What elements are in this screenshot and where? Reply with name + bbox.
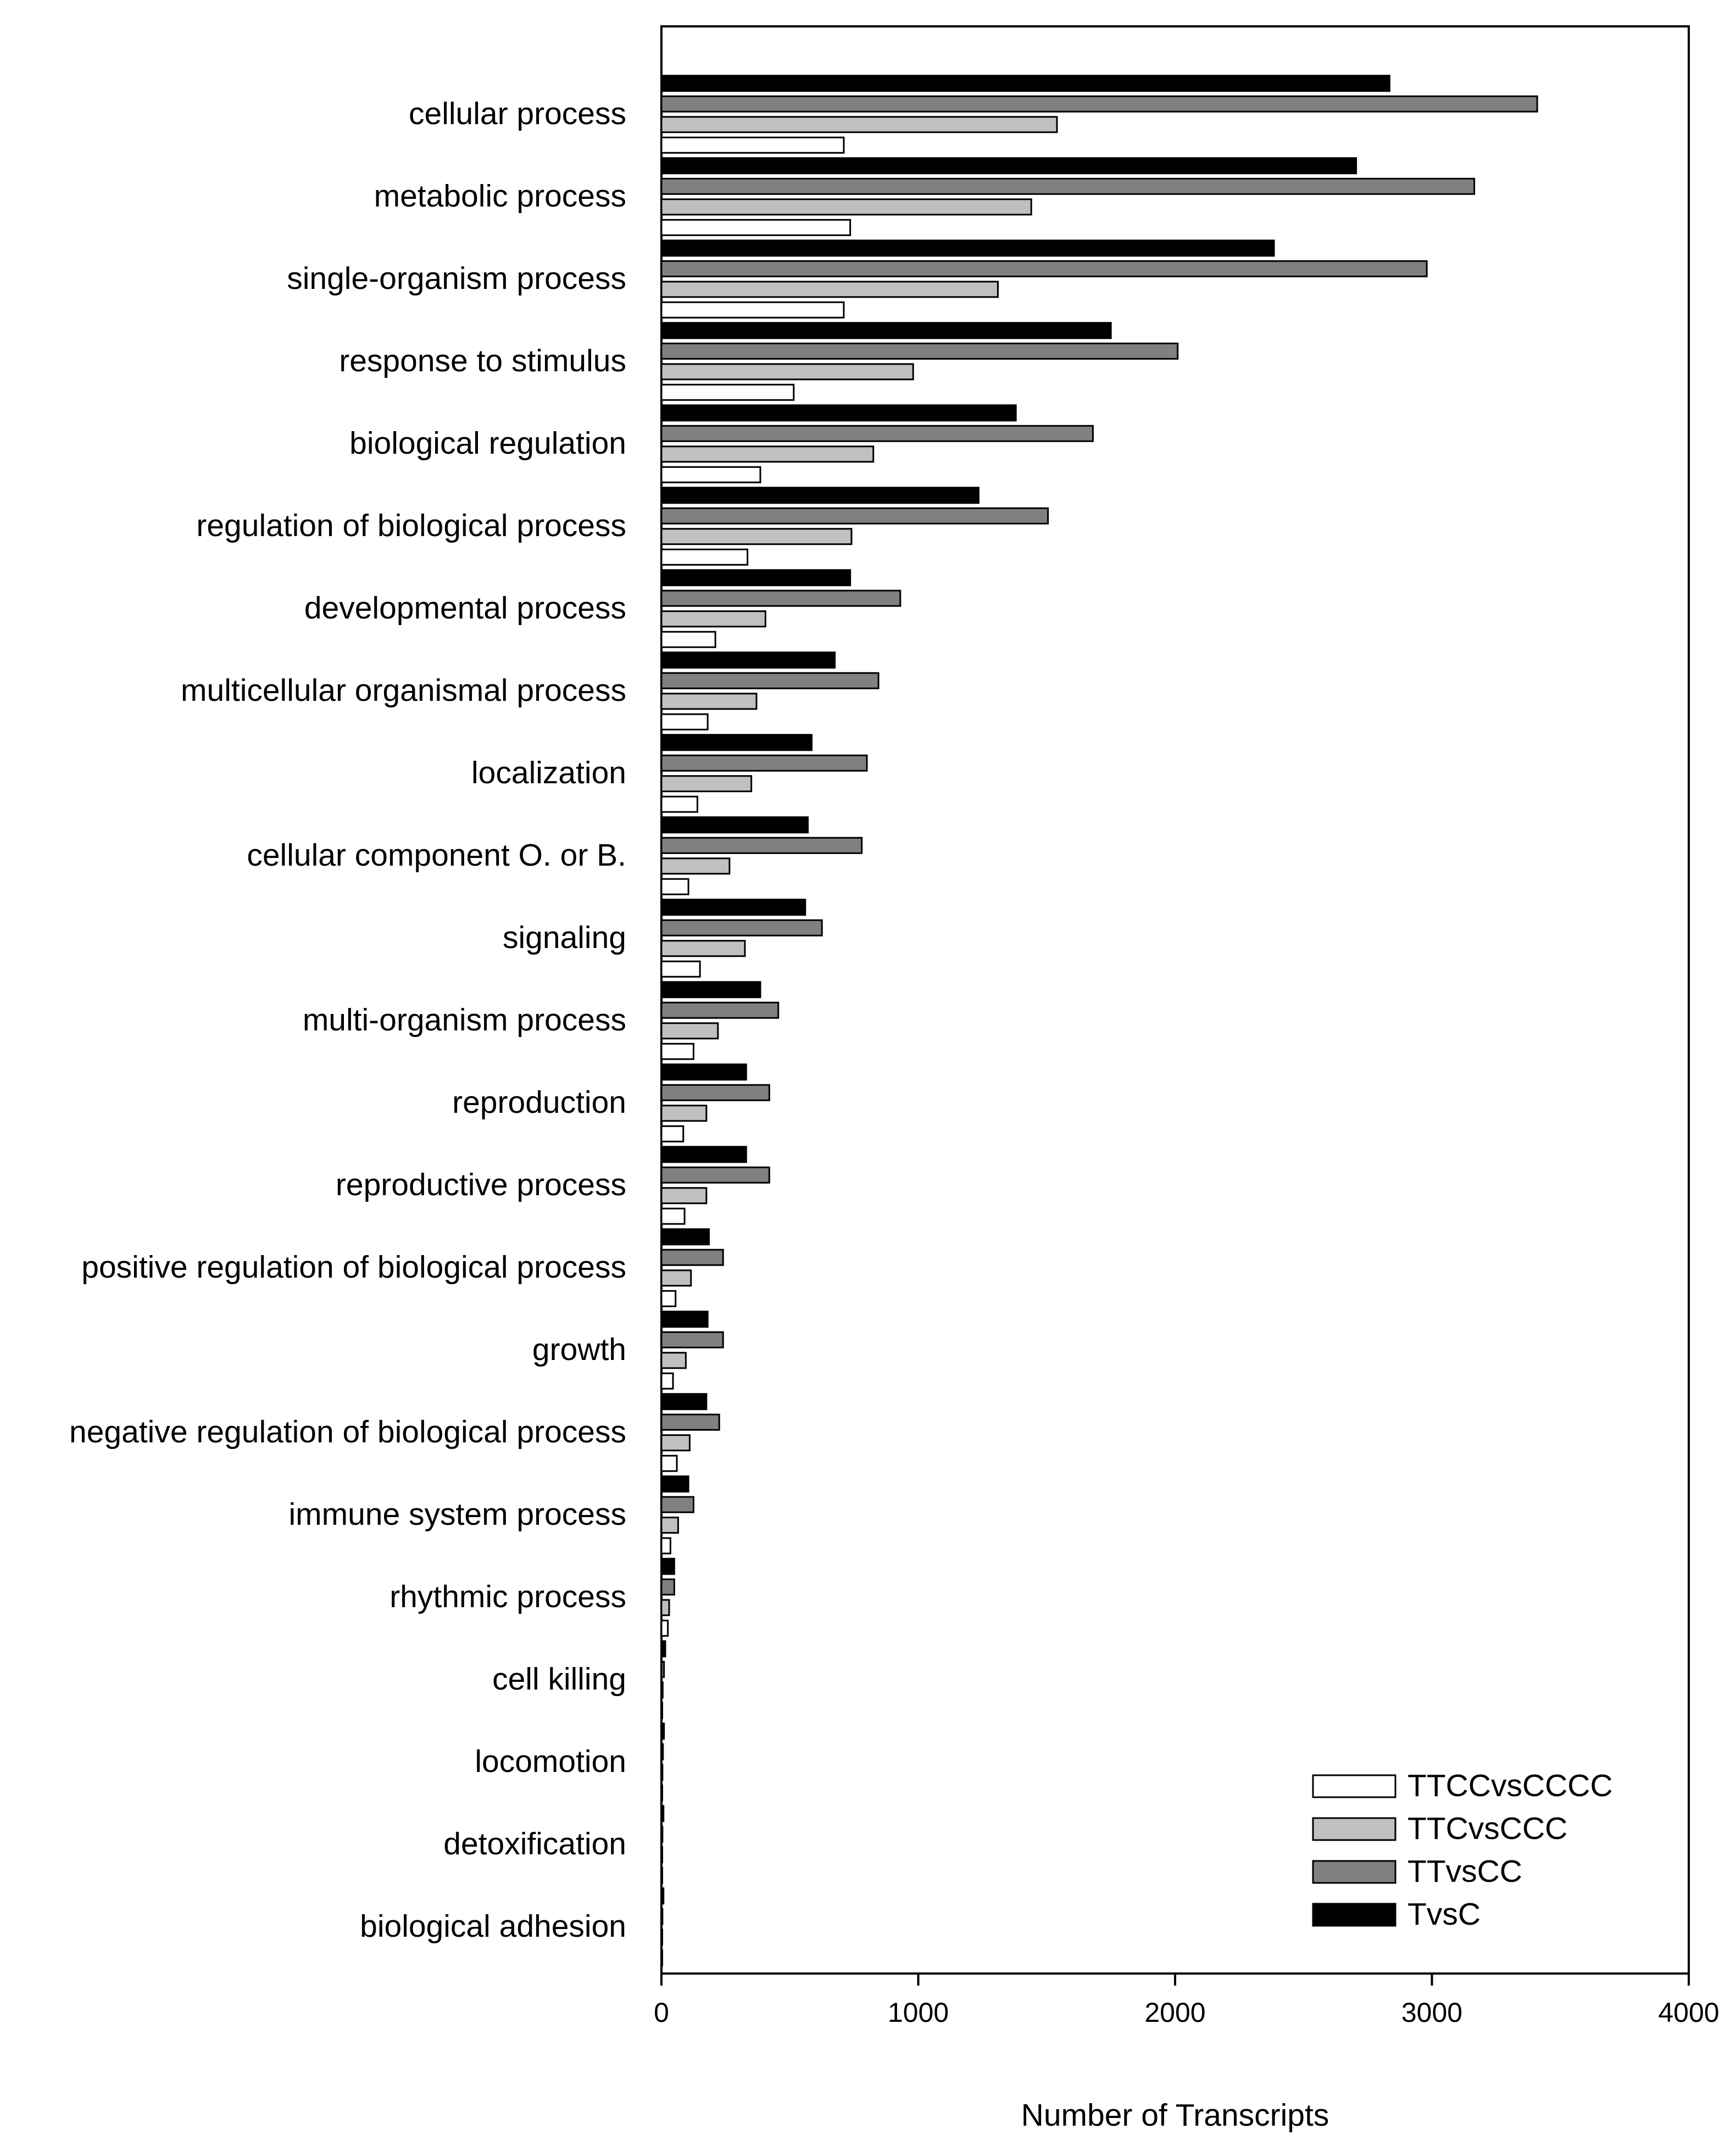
category-labels bbox=[69, 96, 626, 1944]
bar-ttccvscccc-cellular-component-o-or-b bbox=[661, 879, 688, 894]
bar-tvsc-reproduction bbox=[661, 1064, 746, 1080]
legend-swatch-ttcvsccc bbox=[1313, 1818, 1395, 1840]
bar-ttccvscccc-localization bbox=[661, 796, 697, 812]
x-tick-label-0: 0 bbox=[654, 1997, 669, 2028]
bar-ttccvscccc-growth bbox=[661, 1373, 673, 1389]
bar-tvsc-localization bbox=[661, 735, 811, 750]
bar-ttvscc-localization bbox=[661, 755, 867, 771]
bar-ttcvsccc-cellular-component-o-or-b bbox=[661, 859, 730, 874]
bar-ttcvsccc-biological-adhesion bbox=[661, 1930, 663, 1945]
bar-ttccvscccc-locomotion bbox=[661, 1785, 663, 1801]
bar-tvsc-multicellular-organismal-process bbox=[661, 653, 835, 668]
bar-tvsc-detoxification bbox=[661, 1806, 664, 1821]
bar-ttccvscccc-positive-regulation-of-biological-process bbox=[661, 1291, 676, 1306]
bar-ttvscc-signaling bbox=[661, 920, 822, 935]
bar-tvsc-biological-adhesion bbox=[661, 1888, 664, 1904]
x-tick-label-1: 1000 bbox=[887, 1997, 949, 2028]
bar-tvsc-immune-system-process bbox=[661, 1476, 688, 1492]
bar-ttvscc-metabolic-process bbox=[661, 179, 1475, 194]
category-label-detoxification: detoxification bbox=[443, 1826, 626, 1861]
bar-ttccvscccc-reproduction bbox=[661, 1126, 683, 1141]
bar-ttvscc-multi-organism-process bbox=[661, 1002, 778, 1018]
x-tick-label-2: 2000 bbox=[1144, 1997, 1206, 2028]
bar-ttccvscccc-biological-adhesion bbox=[661, 1950, 663, 1965]
bar-tvsc-positive-regulation-of-biological-process bbox=[661, 1229, 709, 1245]
category-label-cell-killing: cell killing bbox=[492, 1662, 626, 1697]
bar-tvsc-signaling bbox=[661, 900, 805, 915]
category-label-regulation-of-biological-process: regulation of biological process bbox=[196, 508, 626, 543]
bar-tvsc-locomotion bbox=[661, 1724, 664, 1739]
category-label-multi-organism-process: multi-organism process bbox=[302, 1002, 626, 1038]
legend-swatch-tvsc bbox=[1313, 1904, 1395, 1926]
legend-label-tvsc: TvsC bbox=[1407, 1897, 1481, 1932]
bar-ttvscc-developmental-process bbox=[661, 590, 900, 606]
bar-ttvscc-multicellular-organismal-process bbox=[661, 673, 878, 688]
category-label-signaling: signaling bbox=[503, 920, 626, 955]
bar-tvsc-cell-killing bbox=[661, 1641, 665, 1657]
category-label-single-organism-process: single-organism process bbox=[287, 261, 626, 296]
bar-ttcvsccc-immune-system-process bbox=[661, 1518, 678, 1533]
category-label-cellular-process: cellular process bbox=[409, 96, 626, 131]
bar-ttccvscccc-detoxification bbox=[661, 1868, 663, 1883]
bar-ttccvscccc-rhythmic-process bbox=[661, 1620, 668, 1636]
category-label-cellular-component-o-or-b: cellular component O. or B. bbox=[247, 838, 626, 873]
bar-tvsc-rhythmic-process bbox=[661, 1559, 674, 1574]
bar-ttccvscccc-cellular-process bbox=[661, 137, 844, 153]
category-label-biological-adhesion: biological adhesion bbox=[360, 1909, 626, 1944]
bar-ttvscc-reproduction bbox=[661, 1085, 769, 1100]
bar-ttccvscccc-response-to-stimulus bbox=[661, 384, 794, 400]
bar-ttvscc-immune-system-process bbox=[661, 1497, 693, 1512]
x-tick-label-4: 4000 bbox=[1658, 1997, 1720, 2028]
bar-ttcvsccc-cell-killing bbox=[661, 1682, 663, 1698]
bar-ttcvsccc-reproductive-process bbox=[661, 1188, 706, 1203]
bar-tvsc-single-organism-process bbox=[661, 241, 1274, 256]
bar-ttccvscccc-developmental-process bbox=[661, 632, 715, 647]
bar-tvsc-regulation-of-biological-process bbox=[661, 488, 978, 503]
bar-tvsc-developmental-process bbox=[661, 570, 850, 586]
bar-ttcvsccc-positive-regulation-of-biological-process bbox=[661, 1270, 691, 1286]
bar-ttcvsccc-localization bbox=[661, 776, 752, 791]
legend-swatch-ttccvscccc bbox=[1313, 1775, 1395, 1797]
bar-ttccvscccc-immune-system-process bbox=[661, 1538, 670, 1553]
bar-tvsc-metabolic-process bbox=[661, 158, 1356, 174]
legend-label-ttccvscccc: TTCCvsCCCC bbox=[1407, 1768, 1613, 1803]
bar-ttccvscccc-biological-regulation bbox=[661, 467, 760, 482]
bar-ttcvsccc-multicellular-organismal-process bbox=[661, 694, 756, 709]
bar-tvsc-cellular-process bbox=[661, 76, 1389, 91]
bar-tvsc-biological-regulation bbox=[661, 405, 1016, 421]
category-label-multicellular-organismal-process: multicellular organismal process bbox=[181, 673, 626, 708]
category-label-reproduction: reproduction bbox=[452, 1085, 626, 1120]
bar-ttccvscccc-metabolic-process bbox=[661, 220, 850, 235]
bar-ttvscc-positive-regulation-of-biological-process bbox=[661, 1250, 723, 1265]
bar-ttvscc-cell-killing bbox=[661, 1662, 664, 1677]
bar-ttccvscccc-multicellular-organismal-process bbox=[661, 714, 708, 729]
bar-ttvscc-single-organism-process bbox=[661, 261, 1427, 276]
bar-ttcvsccc-biological-regulation bbox=[661, 447, 873, 462]
bar-ttccvscccc-regulation-of-biological-process bbox=[661, 549, 748, 565]
bar-ttvscc-detoxification bbox=[661, 1826, 663, 1842]
category-label-biological-regulation: biological regulation bbox=[349, 426, 626, 461]
bar-ttcvsccc-detoxification bbox=[661, 1847, 663, 1863]
bar-ttccvscccc-negative-regulation-of-biological-process bbox=[661, 1456, 677, 1471]
bar-ttvscc-reproductive-process bbox=[661, 1167, 769, 1183]
bar-ttvscc-biological-adhesion bbox=[661, 1909, 663, 1924]
bar-ttvscc-cellular-process bbox=[661, 96, 1537, 112]
bar-ttccvscccc-single-organism-process bbox=[661, 302, 844, 317]
bar-tvsc-multi-organism-process bbox=[661, 982, 760, 997]
bar-ttvscc-locomotion bbox=[661, 1744, 663, 1759]
category-label-growth: growth bbox=[532, 1332, 626, 1367]
bar-tvsc-cellular-component-o-or-b bbox=[661, 817, 808, 833]
bar-ttvscc-rhythmic-process bbox=[661, 1579, 674, 1595]
bar-tvsc-growth bbox=[661, 1312, 708, 1327]
x-axis-title: Number of Transcripts bbox=[1021, 2098, 1329, 2133]
bar-ttvscc-growth bbox=[661, 1332, 723, 1347]
bar-ttccvscccc-multi-organism-process bbox=[661, 1044, 693, 1059]
bar-ttcvsccc-single-organism-process bbox=[661, 282, 998, 297]
bar-ttcvsccc-rhythmic-process bbox=[661, 1600, 669, 1615]
category-label-locomotion: locomotion bbox=[475, 1744, 626, 1779]
bar-ttcvsccc-developmental-process bbox=[661, 611, 765, 627]
category-label-immune-system-process: immune system process bbox=[288, 1497, 626, 1532]
bar-ttcvsccc-locomotion bbox=[661, 1765, 663, 1780]
bar-tvsc-negative-regulation-of-biological-process bbox=[661, 1394, 706, 1409]
legend-label-ttcvsccc: TTCvsCCC bbox=[1407, 1811, 1568, 1846]
bar-ttcvsccc-response-to-stimulus bbox=[661, 364, 913, 380]
bar-ttcvsccc-reproduction bbox=[661, 1106, 706, 1121]
bar-ttcvsccc-growth bbox=[661, 1353, 686, 1368]
x-axis-ticks bbox=[654, 1974, 1720, 2028]
category-label-positive-regulation-of-biological-process: positive regulation of biological process bbox=[81, 1250, 626, 1285]
bar-ttcvsccc-regulation-of-biological-process bbox=[661, 529, 852, 544]
bar-ttvscc-negative-regulation-of-biological-process bbox=[661, 1414, 719, 1430]
bar-ttcvsccc-metabolic-process bbox=[661, 199, 1031, 215]
bar-ttvscc-response-to-stimulus bbox=[661, 343, 1178, 359]
bar-ttvscc-regulation-of-biological-process bbox=[661, 508, 1048, 523]
bar-tvsc-response-to-stimulus bbox=[661, 323, 1111, 338]
bar-ttcvsccc-negative-regulation-of-biological-process bbox=[661, 1435, 689, 1451]
bar-ttccvscccc-cell-killing bbox=[661, 1703, 663, 1718]
bar-tvsc-reproductive-process bbox=[661, 1147, 746, 1162]
category-label-developmental-process: developmental process bbox=[304, 590, 626, 626]
x-tick-label-3: 3000 bbox=[1401, 1997, 1463, 2028]
category-label-localization: localization bbox=[471, 755, 626, 790]
category-label-response-to-stimulus: response to stimulus bbox=[339, 343, 626, 378]
category-label-reproductive-process: reproductive process bbox=[335, 1167, 626, 1202]
category-label-metabolic-process: metabolic process bbox=[374, 179, 626, 214]
bar-ttvscc-cellular-component-o-or-b bbox=[661, 838, 862, 853]
category-label-negative-regulation-of-biological-process: negative regulation of biological process bbox=[69, 1414, 626, 1450]
legend-swatch-ttvscc bbox=[1313, 1861, 1395, 1883]
bar-ttcvsccc-cellular-process bbox=[661, 117, 1057, 132]
bar-ttccvscccc-signaling bbox=[661, 961, 700, 977]
bar-ttvscc-biological-regulation bbox=[661, 426, 1093, 441]
bar-ttcvsccc-multi-organism-process bbox=[661, 1023, 718, 1039]
bar-ttccvscccc-reproductive-process bbox=[661, 1208, 685, 1224]
category-label-rhythmic-process: rhythmic process bbox=[390, 1579, 626, 1614]
bar-ttcvsccc-signaling bbox=[661, 941, 745, 956]
legend-label-ttvscc: TTvsCC bbox=[1407, 1854, 1522, 1889]
